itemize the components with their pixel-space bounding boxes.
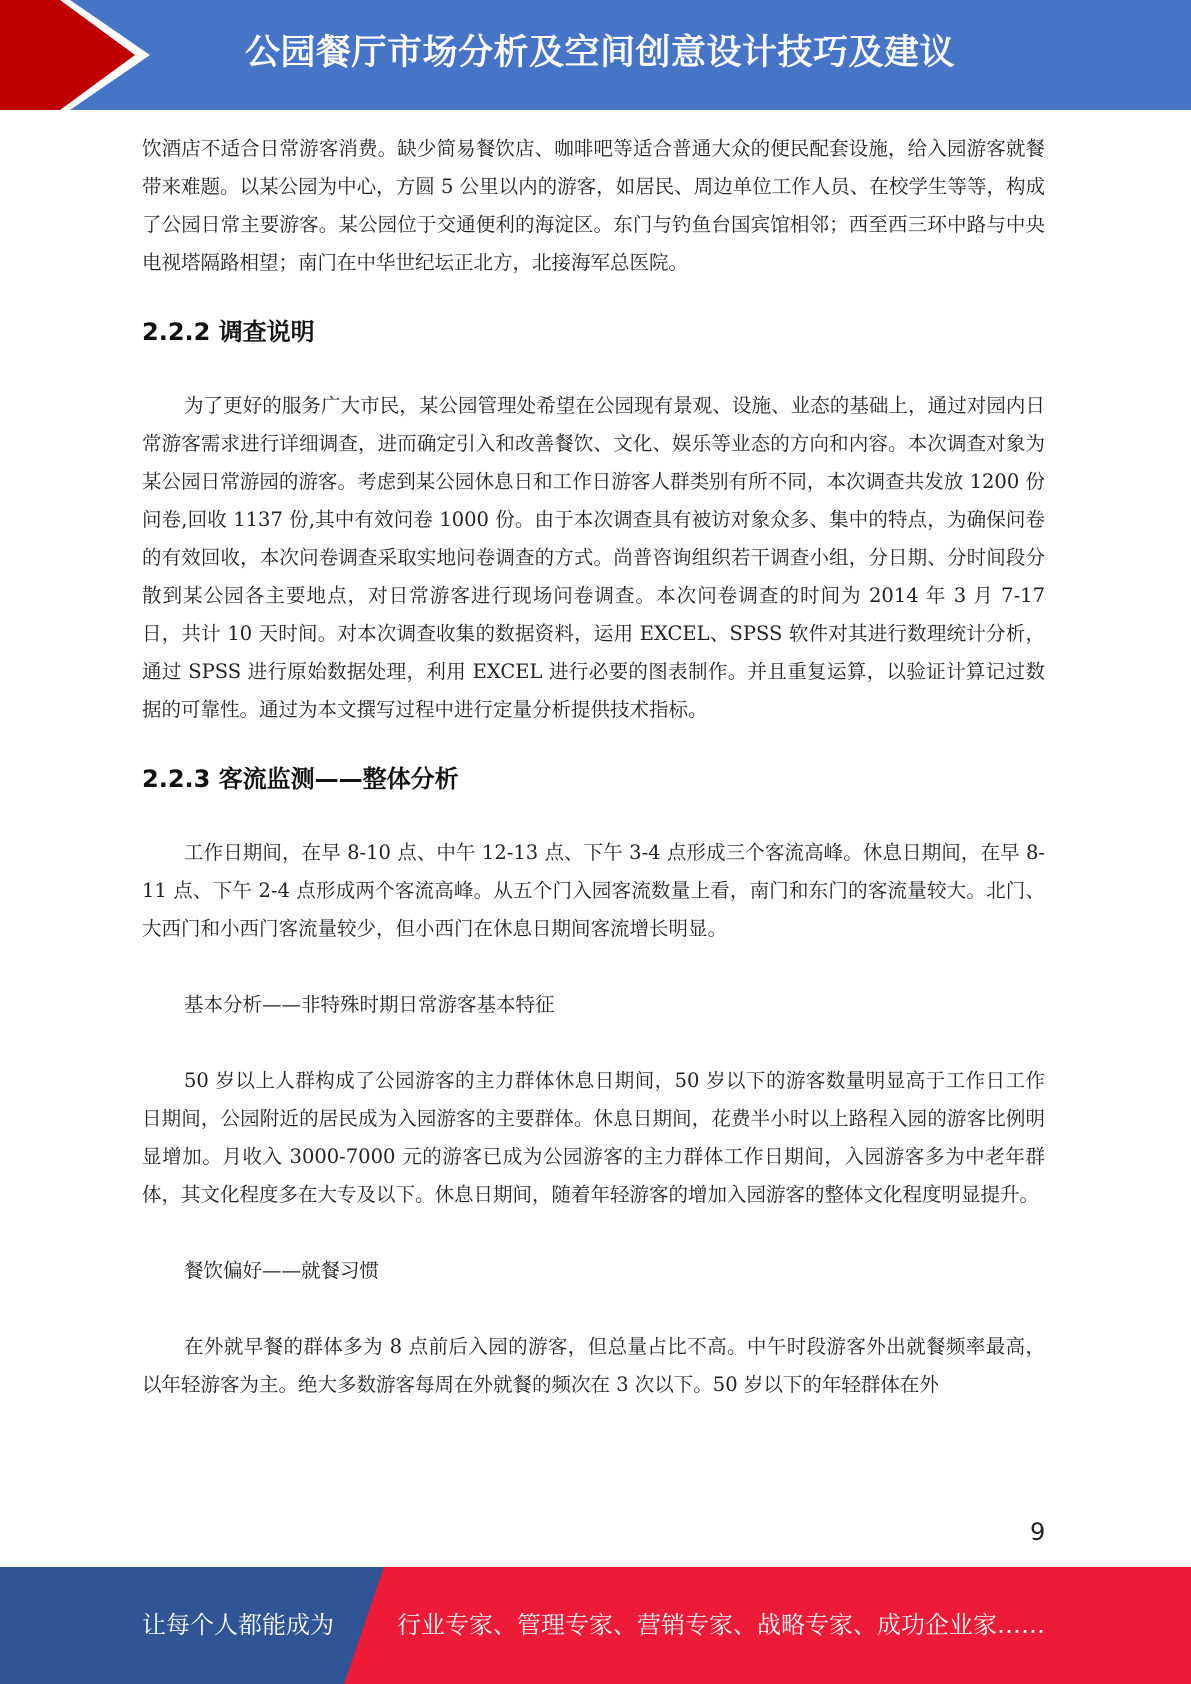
survey-description-paragraph: 为了更好的服务广大市民，某公园管理处希望在公园现有景观、设施、业态的基础上，通过对园内日常游客需求进行详细调查，进而确定引入和改善餐饮、文化、娱乐等业态的方向和内容。本次调查对象为某公园日常游园的游客。考虑到某公园休息日和工作日游客人群类别有所不同，本次调查共发放 1200 份问卷,回收 1137 份,其中有效问卷 1000 份。由于本次调查具有被访对象众多、集中的特点，为确保问卷的有效回收，本次问卷调查采取实地问卷调查的方式。尚普咨询组织若干调查小组，分日期、分时间段分散到某公园各主要地点，对日常游客进行现场问卷调查。本次问卷调查的时间为 2014 年 3 月 7-17 日，共计 10 天时间。对本次调查收集的数据资料，运用 EXCEL、SPSS 软件对其进行数理统计分析，通过 SPSS 进行原始数据处理，利用 EXCEL 进行必要的图表制作。并且重复运算，以验证计算记过数据的可靠性。通过为本文撰写过程中进行定量分析提供技术指标。 [142, 394, 1045, 721]
dining-habits-paragraph: 在外就早餐的群体多为 8 点前后入园的游客，但总量占比不高。中午时段游客外出就餐频率最高，以年轻游客为主。绝大多数游客每周在外就餐的频次在 3 次以下。50 岁以下的年轻群体在外 [142, 1335, 1045, 1396]
traffic-analysis-paragraph: 工作日期间，在早 8-10 点、中午 12-13 点、下午 3-4 点形成三个客流高峰。休息日期间，在早 8-11 点、下午 2-4 点形成两个客流高峰。从五个门入园客流数量上看，南门和东门的客流量较大。北门、大西门和小西门客流量较少，但小西门在休息日期间客流增长明显。 [142, 841, 1045, 940]
document-title: 公园餐厅市场分析及空间创意设计技巧及建议 [245, 33, 956, 73]
intro-paragraph: 饮酒店不适合日常游客消费。缺少简易餐饮店、咖啡吧等适合普通大众的便民配套设施，给入园游客就餐带来难题。以某公园为中心，方圆 5 公里以内的游客，如居民、周边单位工作人员、在校学生等等，构成了公园日常主要游客。某公园位于交通便利的海淀区。东门与钓鱼台国宾馆相邻；西至西三环中路与中央电视塔隔路相望；南门在中华世纪坛正北方，北接海军总医院。 [142, 137, 1045, 274]
basic-analysis-paragraph: 50 岁以上人群构成了公园游客的主力群体休息日期间，50 岁以下的游客数量明显高于工作日工作日期间，公园附近的居民成为入园游客的主要群体。休息日期间，花费半小时以上路程入园的游客比例明显增加。月收入 3000-7000 元的游客已成为公园游客的主力群体工作日期间，入园游客多为中老年群体，其文化程度多在大专及以下。休息日期间，随着年轻游客的增加入园游客的整体文化程度明显提升。 [142, 1069, 1045, 1206]
header-arrow-icon [0, 0, 200, 110]
basic-analysis-subheading: 基本分析——非特殊时期日常游客基本特征 [184, 993, 555, 1016]
section-heading-2-2-3: 2.2.3 客流监测——整体分析 [142, 765, 459, 793]
page-header [0, 0, 1191, 110]
document-body [142, 130, 1045, 1404]
page-footer [0, 1567, 1191, 1684]
section-heading-2-2-2: 2.2.2 调查说明 [142, 318, 315, 346]
footer-slogan-left: 让每个人都能成为 [142, 1611, 334, 1639]
footer-slogan-right: 行业专家、管理专家、营销专家、战略专家、成功企业家…… [397, 1611, 1045, 1639]
page-number: 9 [1030, 1518, 1046, 1546]
dining-preference-subheading: 餐饮偏好——就餐习惯 [184, 1259, 380, 1282]
